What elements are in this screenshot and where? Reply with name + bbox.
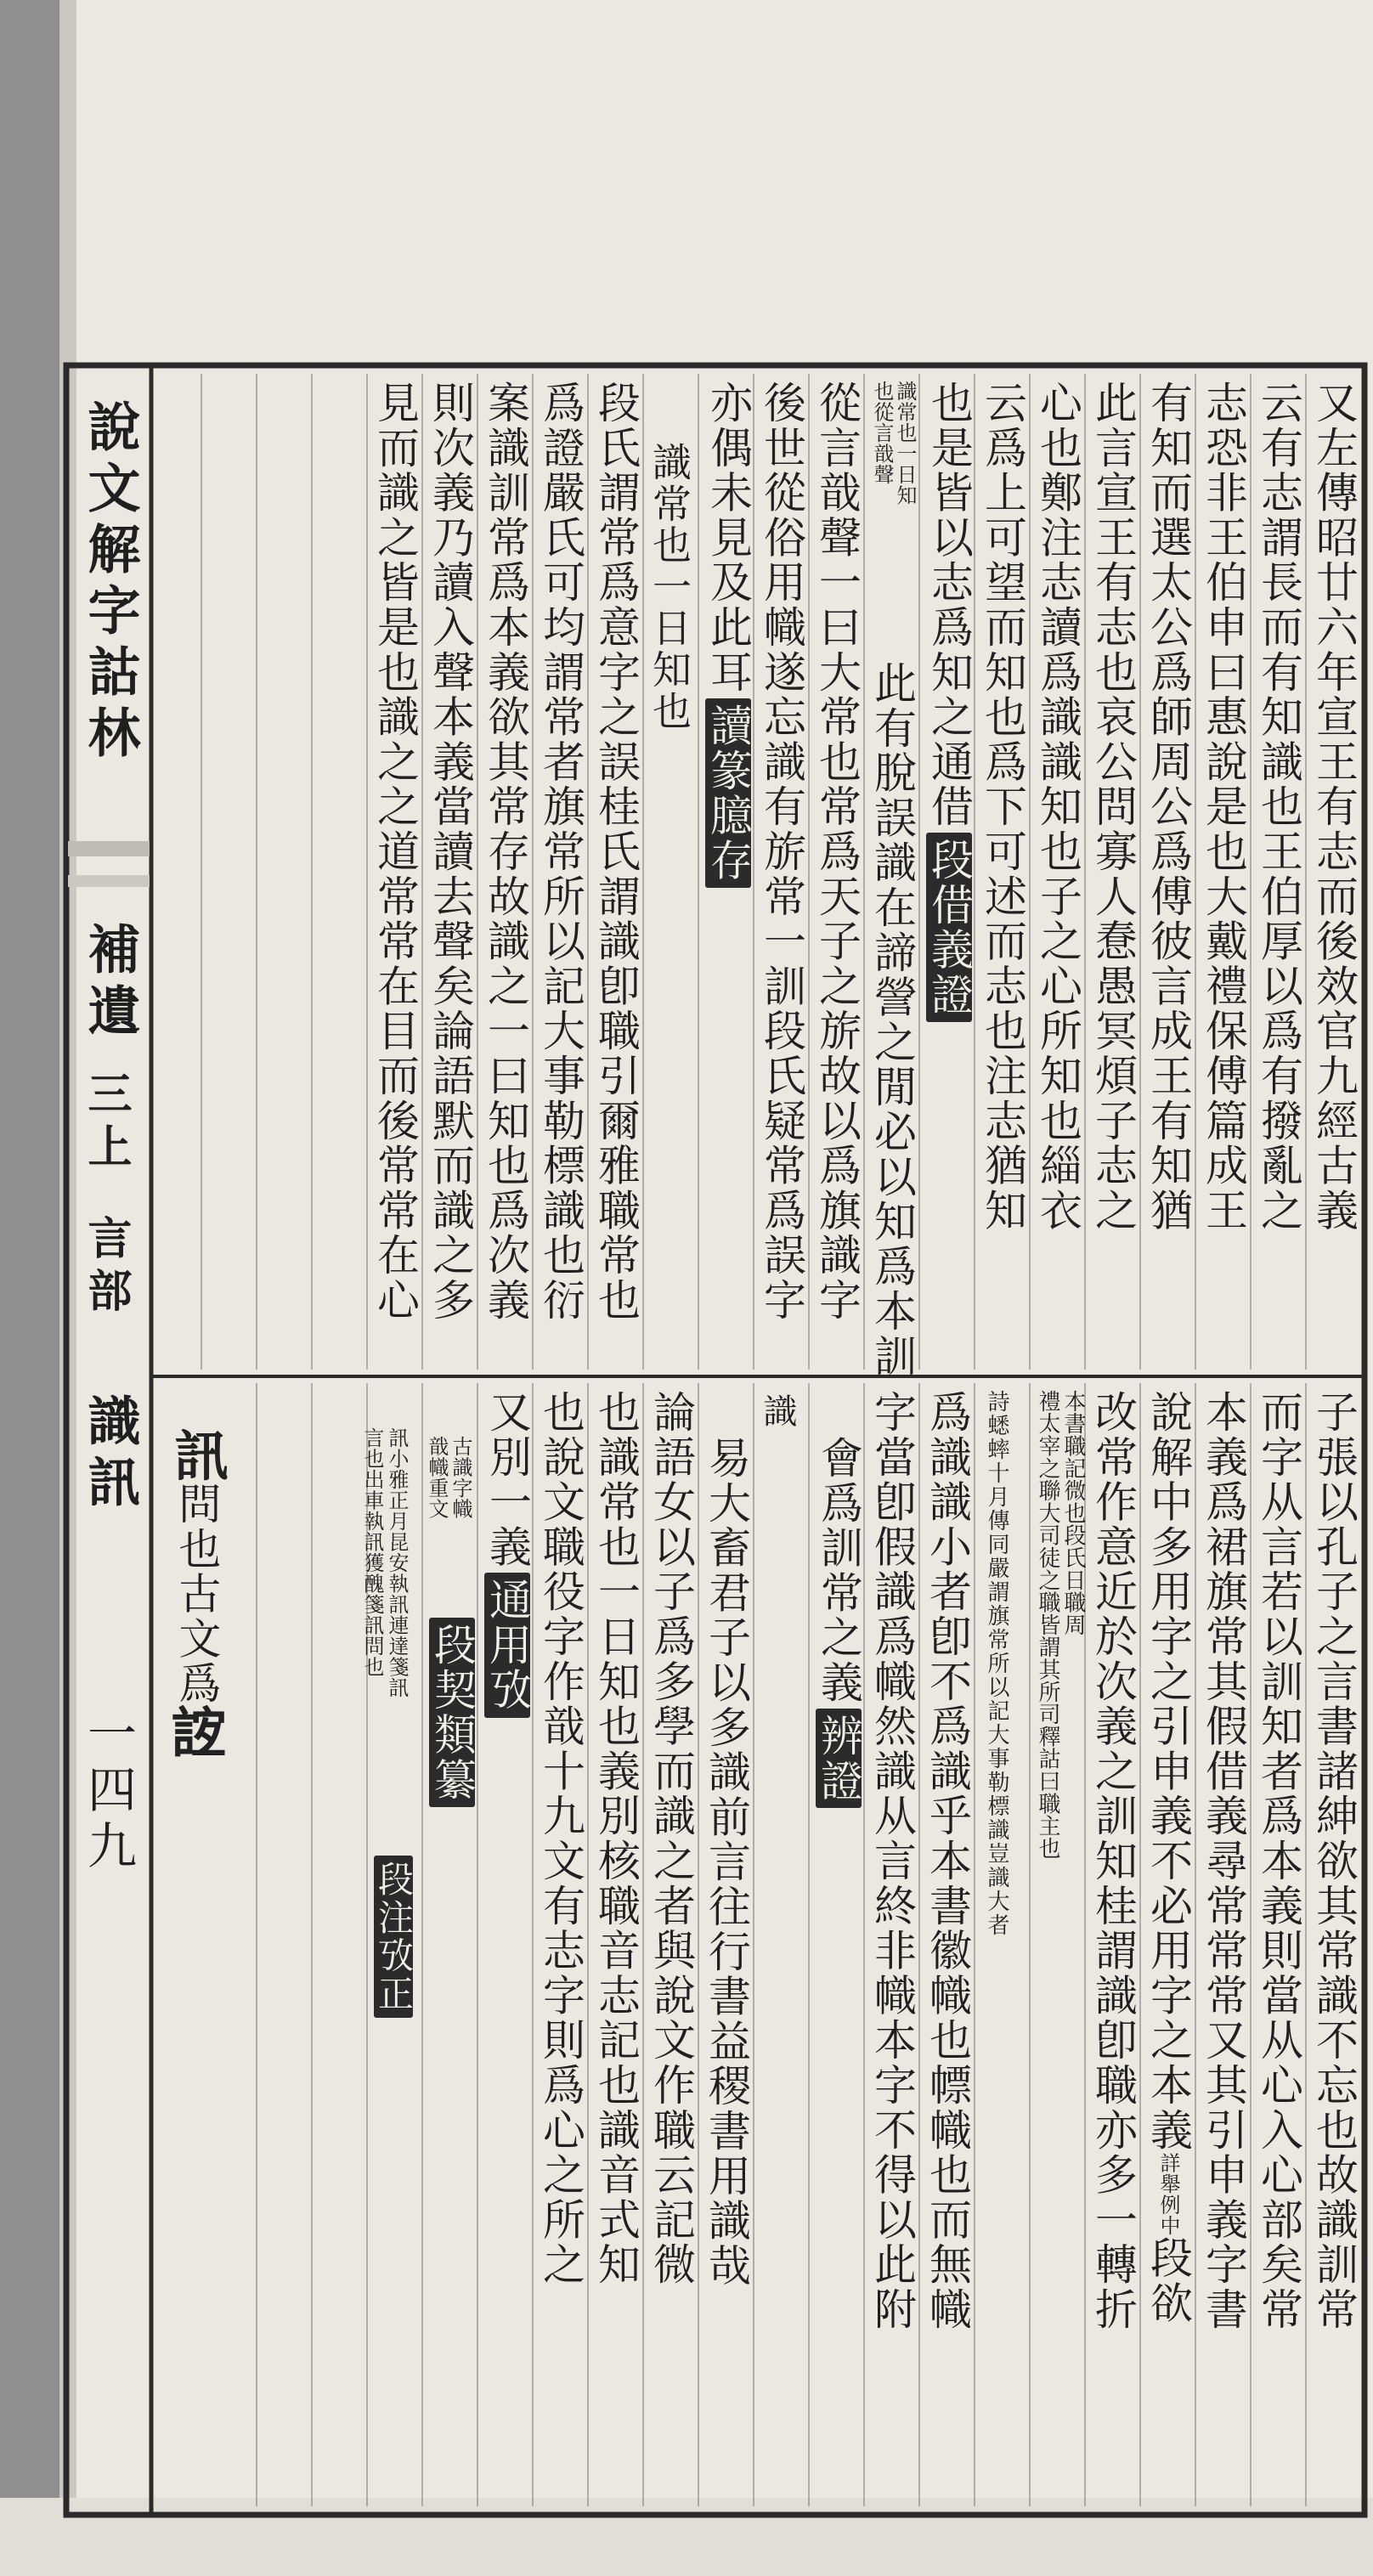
lower-col-13: 論語女以子爲多學而識之者與說文作職云記微 (647, 1390, 696, 2287)
upper-col-17: 則次義乃讀入聲本義當讀去聲矣論語默而識之多 (426, 381, 475, 1323)
lower-col-18-note-a: 訊小雅正月昆安執訊連達箋訊 (385, 1427, 409, 1698)
lower-col-6-note-b: 禮太宰之聯大司徒之職皆謂其所司釋詁曰職主也 (1035, 1390, 1060, 1860)
lower-col-18 (374, 1852, 413, 2056)
lower-col-12: 易大畜君子以多識前言往行書益稷書用識哉 (702, 1436, 751, 2289)
seal-script-char: 訊 (165, 1427, 229, 1482)
upper-col-12-text: 亦偶未見及此耳 (703, 381, 753, 695)
upper-col-9: 此有脫誤識在諦謍之閒必以知爲本訓 (867, 661, 917, 1379)
lower-col-9: 字當卽假識爲幟然識从言終非幟本字不得以此附 (867, 1390, 917, 2332)
book-title: 說文解字詁林 (79, 399, 141, 766)
section-label: 補遺 (79, 922, 141, 1044)
lower-col-17 (427, 1614, 477, 1803)
seal-script-char-ancient: 𧧼 (165, 1706, 229, 1760)
upper-col-5: 此言宣王有志也哀公問寡人惷愚冥煩子志之 (1088, 381, 1138, 1234)
lower-col-10 (816, 1436, 862, 2494)
lower-col-17-note-b: 戠幟重文 (425, 1436, 449, 1519)
lower-col-15: 也說文職役字作戠十九文有志字則爲心之所之 (536, 1390, 585, 2287)
upper-col-10: 從言戠聲一曰大常也常爲天子之旂故以爲旗識字 (812, 381, 862, 1323)
lower-col-4-note: 詳舉例中 (1156, 2152, 1180, 2236)
lower-col-2: 而字从言若以訓知者爲本義則當从心入心部矣常 (1254, 1390, 1303, 2332)
source-label: 通用攷 (484, 1573, 530, 1717)
entry-chars: 識訊 (79, 1393, 141, 1516)
lower-col-4-text: 說解中多用字之引申義不必用字之本義 (1144, 1390, 1193, 2153)
lower-col-17-note-a: 古識字幟 (449, 1436, 472, 1519)
lower-col-19 (165, 1427, 229, 2022)
upper-col-16: 案識訓常爲本義欲其常存故識之一曰知也爲次義 (481, 381, 530, 1323)
upper-col-3: 志恐非王伯申曰惠說是也大戴禮保傅篇成王 (1199, 381, 1248, 1234)
source-label: 段契類纂 (429, 1618, 475, 1807)
lower-col-4-tail: 段欲 (1144, 2235, 1193, 2326)
upper-col-9-note-b: 也從言戠聲 (870, 381, 894, 485)
upper-col-11: 後世從俗用幟遂忘識有旂常一訓段氏疑常爲誤字 (757, 381, 806, 1323)
lower-col-1: 子張以孔子之言書諸紳欲其常識不忘也故識訓常 (1309, 1390, 1359, 2332)
source-label: 段借義證 (926, 833, 972, 1022)
upper-col-6: 心也鄭注志讀爲識識知也子之心所知也緇衣 (1033, 381, 1082, 1234)
lower-col-18-note-b: 言也出車執訊獲醜箋訊問也 (360, 1427, 384, 1677)
lower-col-8: 爲識識小者卽不爲識乎本書徽幟也幖幟也而無幟 (923, 1390, 972, 2332)
lower-col-16 (484, 1390, 530, 2494)
upper-col-15: 爲證嚴氏可均謂常者旗常所以記大事勒標識也衍 (536, 381, 585, 1323)
upper-col-7: 云爲上可望而知也爲下可述而志也注志猶知 (978, 381, 1027, 1234)
radical-label: 言部 (80, 1215, 132, 1320)
upper-col-1: 又左傳昭廿六年宣王有志而後效官九經古義 (1309, 381, 1359, 1234)
upper-col-4: 有知而選太公爲師周公爲傅彼言成王有知猶 (1144, 381, 1193, 1234)
volume-label: 三上 (80, 1071, 132, 1176)
upper-col-8-text: 也是皆以志爲知之通借 (924, 381, 974, 829)
lower-col-10-text: 會爲訓常之義 (814, 1436, 863, 1705)
page-number: 一四九 (79, 1708, 137, 1876)
source-label: 辨證 (816, 1709, 862, 1809)
upper-col-13: 識常也一日知也 (647, 442, 692, 732)
source-label: 段注攷正 (374, 1856, 413, 2018)
upper-col-2: 云有志謂長而有知識也王伯厚以爲有撥亂之 (1254, 381, 1303, 1234)
lower-col-4 (1144, 1390, 1193, 2494)
lower-col-6-note-a: 本書職記微也段氏日職周 (1060, 1390, 1086, 1636)
lower-col-11-head: 識 (758, 1393, 797, 1430)
lower-col-19-text: 問也古文爲 (172, 1482, 222, 1706)
lower-col-3: 本義爲裙旗常其假借義尋常常常又其引申義字書 (1199, 1390, 1248, 2332)
source-label: 讀篆臆存 (705, 698, 751, 888)
lower-col-5: 改常作意近於次義之訓知桂謂識卽職亦多一轉折 (1088, 1390, 1138, 2332)
upper-col-12 (705, 381, 751, 1366)
lower-col-16-text: 又別一義 (483, 1390, 532, 1570)
upper-col-18: 見而識之皆是也識之之道常常在目而後常常在心 (370, 381, 420, 1323)
upper-col-8 (926, 381, 972, 1366)
lower-col-7-note: 詩蟋蟀十月傳同嚴謂旗常所以記大事勒標識豈識大者 (984, 1390, 1009, 1937)
upper-col-9-note-a: 識常也一日知 (893, 381, 917, 506)
lower-col-14: 也識常也一日知也義別核職音志記也識音式知 (591, 1390, 641, 2287)
upper-col-14: 段氏謂常爲意字之誤桂氏謂識卽職引爾雅職常也 (591, 381, 641, 1323)
